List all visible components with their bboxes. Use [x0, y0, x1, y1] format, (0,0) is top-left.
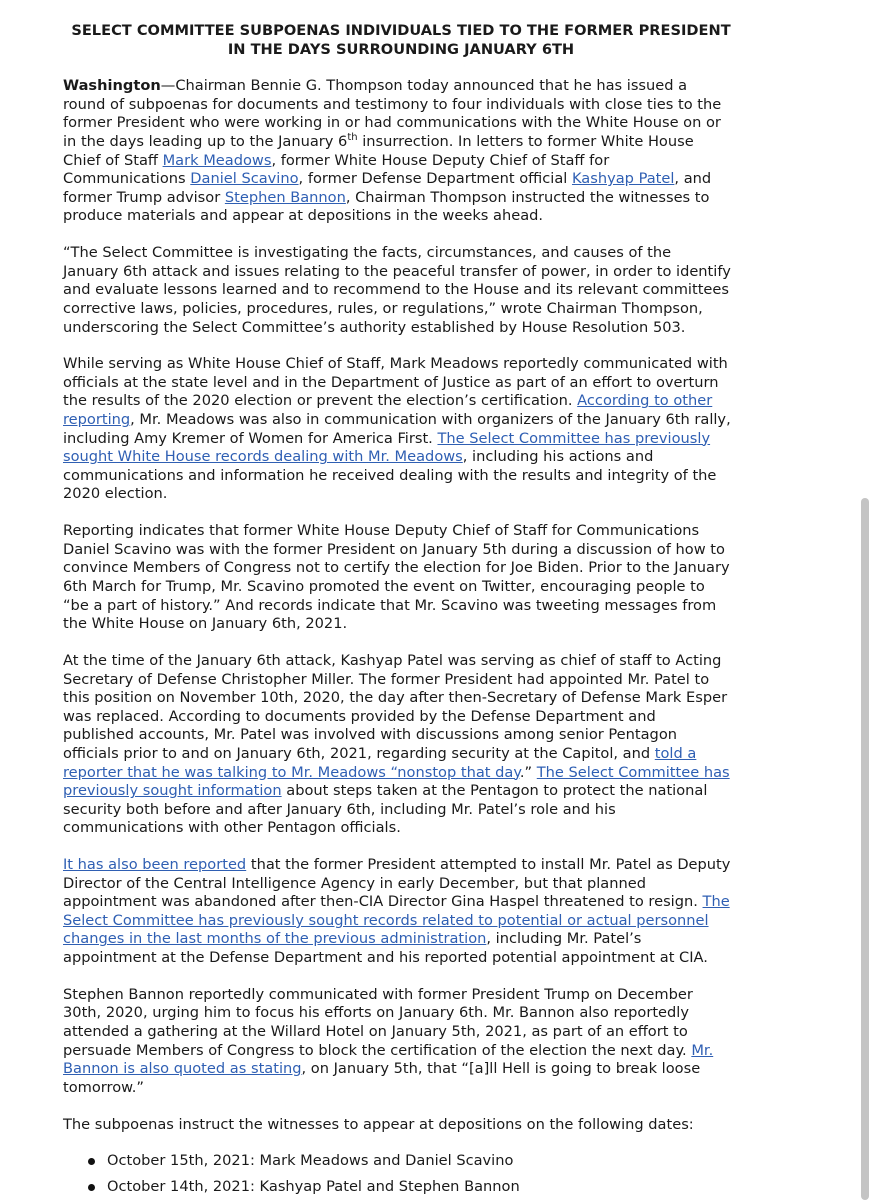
link-bannon-quoted[interactable]: Mr. Bannon is also quoted as stating: [63, 1041, 714, 1078]
link-told-reporter[interactable]: told a reporter that he was talking to Mr. Meadows “nonstop that day: [63, 744, 697, 781]
link-mark-meadows[interactable]: Mark Meadows: [162, 151, 272, 169]
paragraph-meadows: [63, 355, 731, 504]
link-meadows-records[interactable]: The Select Committee has previously sought White House records dealing with Mr. Meadows: [63, 429, 711, 466]
page-title: [63, 22, 731, 59]
list-item: [63, 1152, 731, 1171]
press-release: [63, 22, 731, 1203]
link-other-reporting[interactable]: According to other reporting: [63, 392, 713, 429]
text: —Chairman Bennie G. Thompson today announced that he has issued a round of subpoenas for documents and testimony to four individuals with close ties to the former President who were working in or had communications with the White House on or in the days leading up to the January 6: [63, 77, 722, 150]
paragraph-patel: [63, 652, 731, 838]
text: , including his actions and communications and information he received dealing with the results and integrity of the 2020 election.: [63, 448, 717, 503]
text: Stephen Bannon reportedly communicated with former President Trump on December 30th, 2020, urging him to focus his efforts on January 6th. Mr. Bannon also reportedly attended a gathering at the Willard Hotel on January 5th, 2021, as part of an effort to persuade Members of Congress to block the certification of the election the next day.: [63, 985, 693, 1059]
text: , former Defense Department official: [298, 170, 572, 188]
bullet-icon: [88, 1184, 95, 1191]
superscript: th: [347, 131, 358, 143]
link-kashyap-patel[interactable]: Kashyap Patel: [571, 170, 675, 188]
text: , on January 5th, that “[a]ll Hell is going to break loose tomorrow.”: [63, 1060, 701, 1096]
paragraph-subpoena-dates: The subpoenas instruct the witnesses to appear at depositions on the following dates:: [63, 1115, 694, 1133]
link-daniel-scavino[interactable]: Daniel Scavino: [190, 170, 299, 188]
link-stephen-bannon[interactable]: Stephen Bannon: [224, 188, 346, 206]
link-personnel-records[interactable]: The Select Committee has previously sought records related to potential or actual personnel changes in the last months of the previous administration: [63, 893, 730, 948]
paragraph-intro: [63, 77, 731, 226]
text: that the former President attempted to install Mr. Patel as Deputy Director of the Central Intelligence Agency in early December, but that planned appointment was abandoned after then-CIA Director Gina Haspel threatened to resign.: [63, 856, 731, 911]
dateline: Washington: [63, 77, 161, 95]
text: .”: [519, 763, 537, 781]
text: , Mr. Meadows was also in communication with organizers of the January 6th rally, including Amy Kremer of Women for America First.: [63, 411, 731, 447]
text: , Chairman Thompson instructed the witnesses to produce materials and appear at depositions in the weeks ahead.: [63, 188, 710, 225]
text: At the time of the January 6th attack, Kashyap Patel was serving as chief of staff to Acting Secretary of Defense Christopher Miller. The former President had appointed Mr. Patel to this position on November 10th, 2020, the day after then-Secretary of Defense Mark Esper was replaced. According to documents provided by the Defense Department and published accounts, Mr. Patel was involved with discussions among senior Pentagon officials prior to and on January 6th, 2021, regarding security at the Capitol, and: [63, 651, 728, 762]
list-item-text: October 14th, 2021: Kashyap Patel and Stephen Bannon: [107, 1177, 520, 1195]
list-item: [63, 1178, 731, 1197]
text: , including Mr. Patel’s appointment at the Defense Department and his reported potential appointment at CIA.: [63, 930, 708, 967]
deposition-dates-list: [63, 1152, 731, 1196]
scrollbar-thumb[interactable]: [861, 498, 869, 1200]
text: about steps taken at the Pentagon to protect the national security both before and after January 6th, including Mr. Patel’s role and his communications with other Pentagon officials.: [63, 782, 708, 837]
title-line-2: IN THE DAYS SURROUNDING JANUARY 6TH: [227, 40, 575, 58]
text: , and former Trump advisor: [63, 170, 712, 206]
paragraph-quote: “The Select Committee is investigating the facts, circumstances, and causes of the January 6th attack and issues relating to the peaceful transfer of power, in order to identify and evaluate lessons learned and to recommend to the House and its relevant committees corrective laws, policies, procedures, rules, or regulations,” wrote Chairman Thompson, underscoring the Select Committee’s authority established by House Resolution 503.: [63, 244, 731, 336]
paragraph-patel-cia: [63, 856, 731, 968]
title-line-1: SELECT COMMITTEE SUBPOENAS INDIVIDUALS TIED TO THE FORMER PRESIDENT: [71, 22, 731, 39]
text: While serving as White House Chief of Staff, Mark Meadows reportedly communicated with officials at the state level and in the Department of Justice as part of an effort to overturn the results of the 2020 election or prevent the election’s certification.: [63, 355, 728, 410]
link-pentagon-information[interactable]: The Select Committee has previously sought information: [63, 763, 730, 800]
link-also-reported[interactable]: It has also been reported: [63, 856, 247, 874]
paragraph-scavino: Reporting indicates that former White House Deputy Chief of Staff for Communications Daniel Scavino was with the former President on January 5th during a discussion of how to convince Members of Congress not to certify the election for Joe Biden. Prior to the January 6th March for Trump, Mr. Scavino promoted the event on Twitter, encouraging people to “be a part of history.” And records indicate that Mr. Scavino was tweeting messages from the White House on January 6th, 2021.: [63, 522, 730, 633]
text: , former White House Deputy Chief of Staff for Communications: [63, 151, 610, 188]
list-item-text: October 15th, 2021: Mark Meadows and Daniel Scavino: [107, 1152, 514, 1170]
paragraph-bannon: [63, 986, 731, 1098]
text: insurrection. In letters to former White House Chief of Staff: [63, 132, 694, 169]
bullet-icon: [88, 1158, 95, 1165]
